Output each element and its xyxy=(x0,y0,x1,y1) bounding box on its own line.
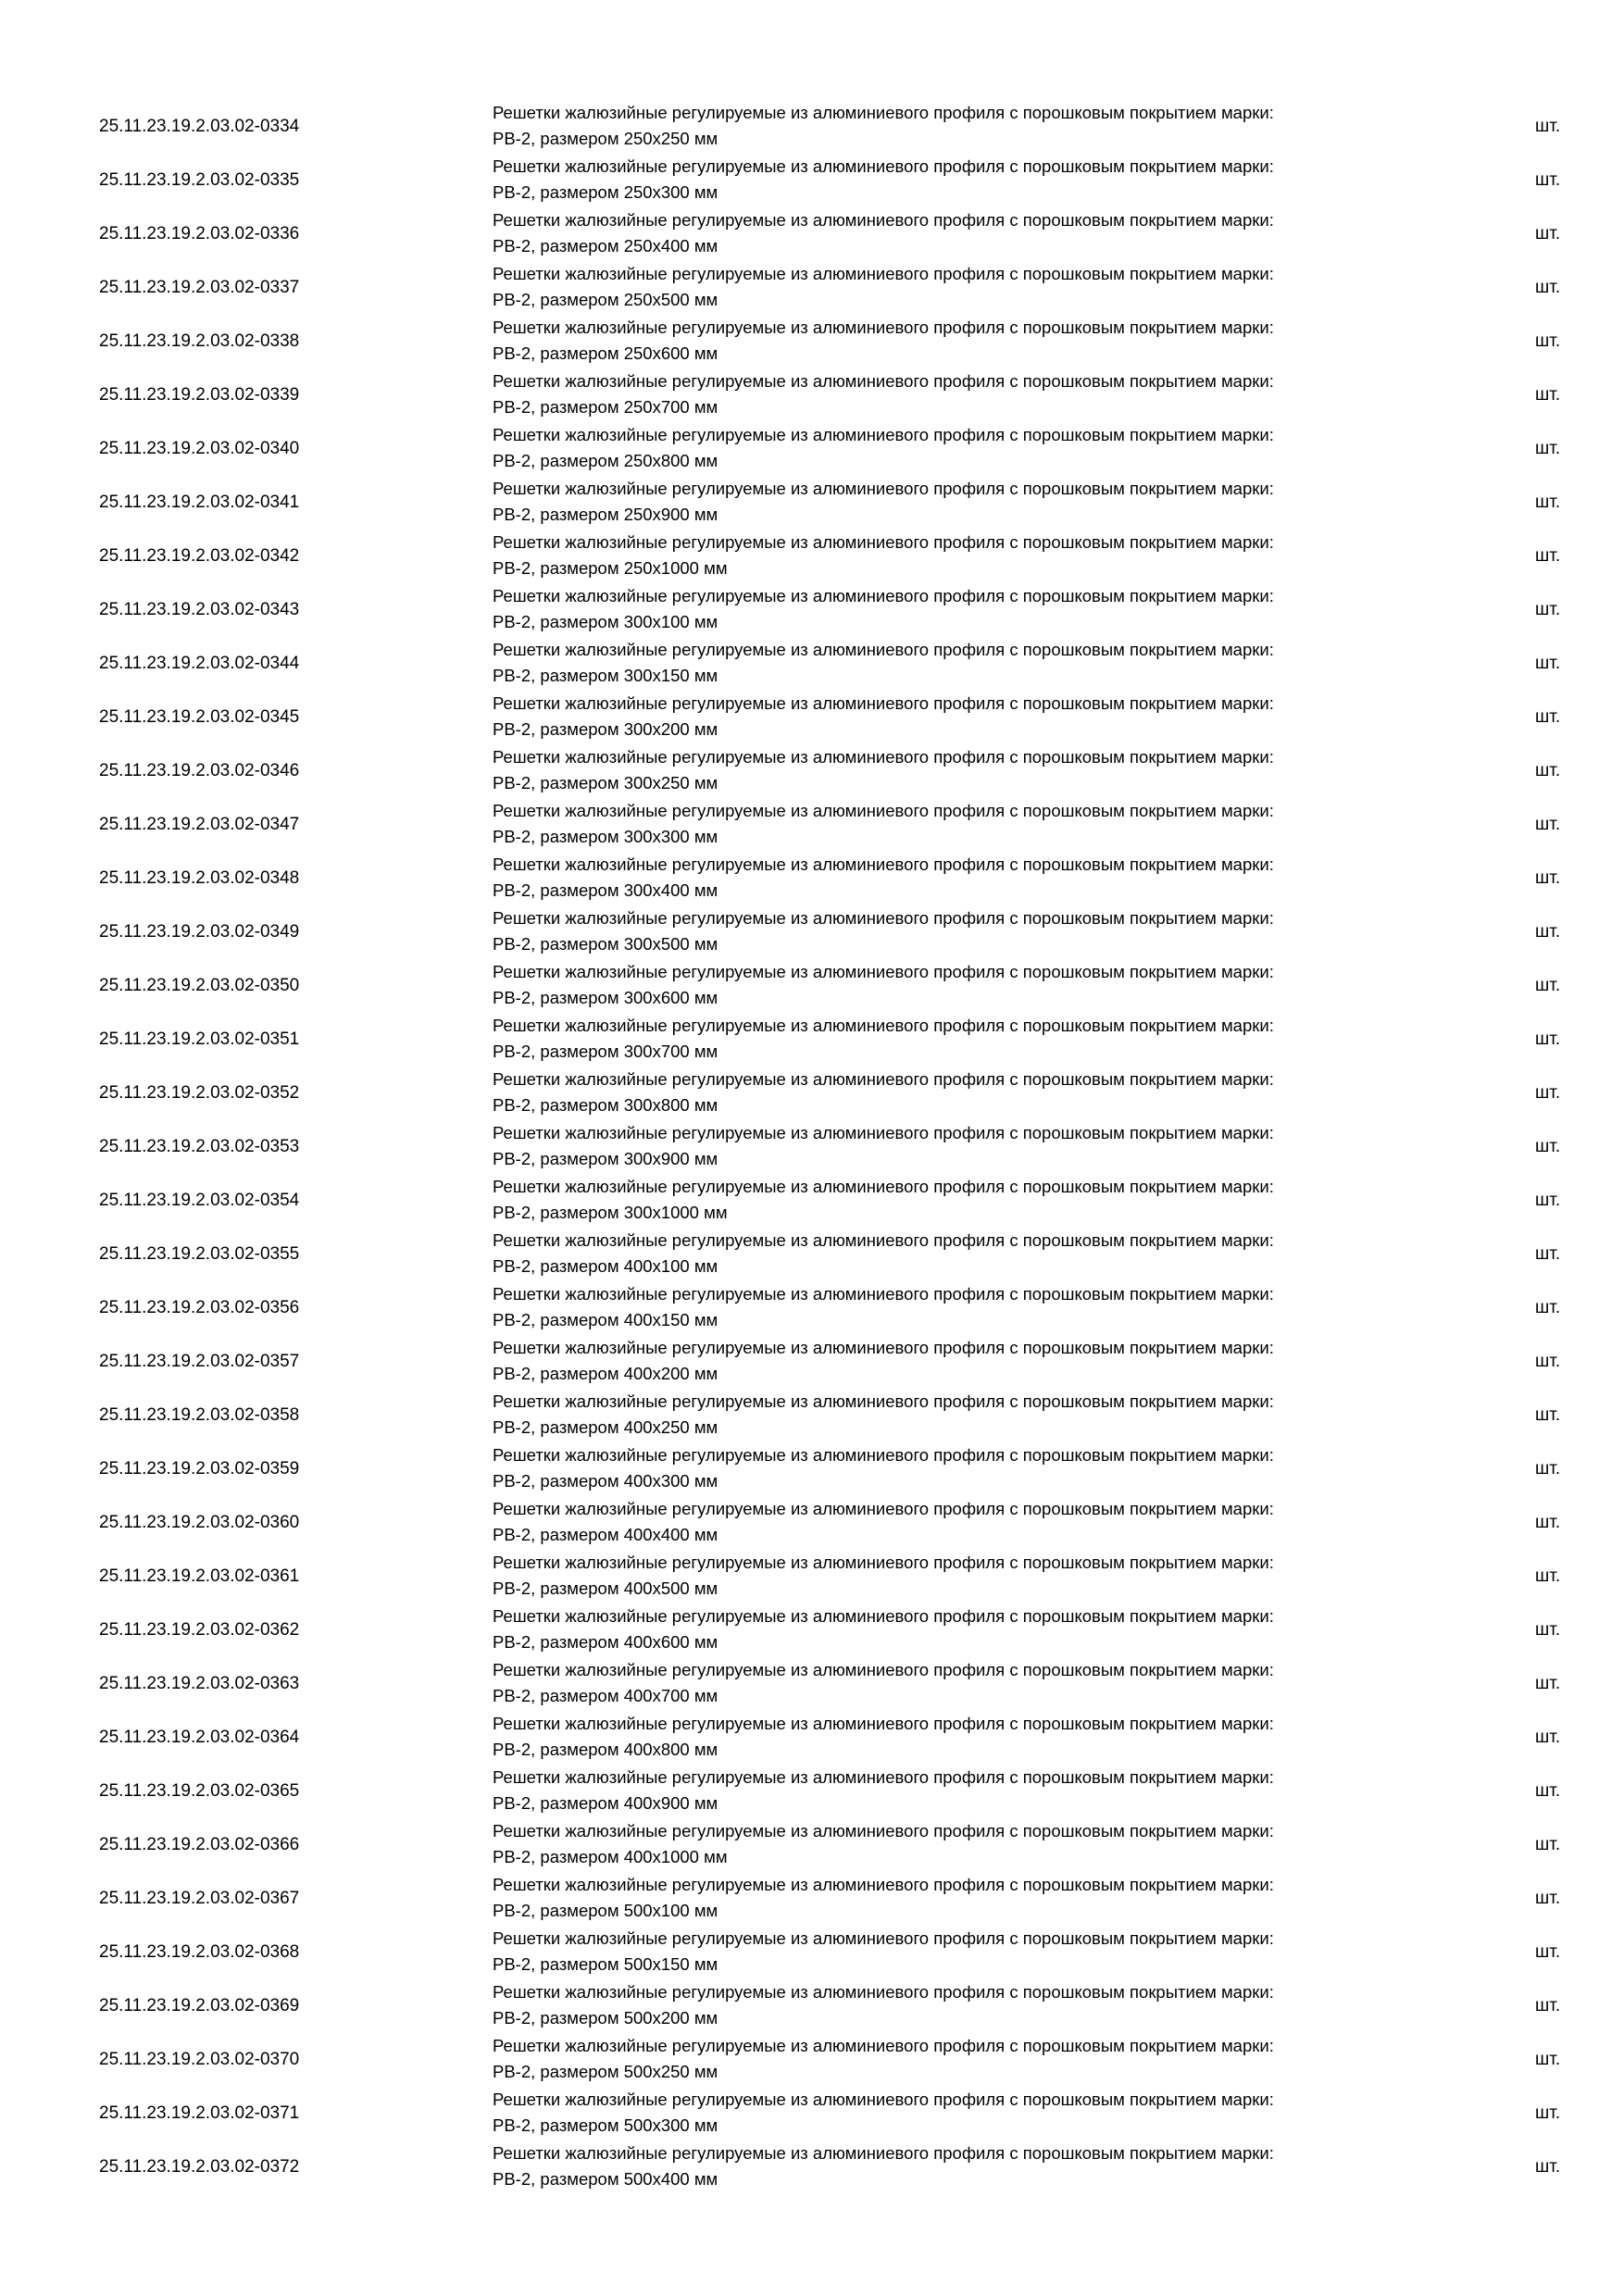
description-line-1: Решетки жалюзийные регулируемые из алюминиевого профиля с порошковым покрытием марки: xyxy=(493,1660,1274,1679)
description-line-2: РВ-2, размером 400х800 мм xyxy=(493,1740,718,1759)
resource-description xyxy=(493,905,1455,959)
description-line-1: Решетки жалюзийные регулируемые из алюминиевого профиля с порошковым покрытием марки: xyxy=(493,532,1274,552)
description-line-1: Решетки жалюзийные регулируемые из алюминиевого профиля с порошковым покрытием марки: xyxy=(493,908,1274,928)
resource-code: 25.11.23.19.2.03.02-0348 xyxy=(99,868,300,888)
description-line-2: РВ-2, размером 500х300 мм xyxy=(493,2115,718,2135)
table-row xyxy=(0,100,1624,154)
unit-of-measure: шт. xyxy=(1535,976,1561,995)
resource-code: 25.11.23.19.2.03.02-0371 xyxy=(99,2103,300,2123)
resource-code: 25.11.23.19.2.03.02-0344 xyxy=(99,654,300,673)
resource-code: 25.11.23.19.2.03.02-0368 xyxy=(99,1942,300,1962)
unit-of-measure: шт. xyxy=(1535,1029,1561,1049)
description-line-1: Решетки жалюзийные регулируемые из алюминиевого профиля с порошковым покрытием марки: xyxy=(493,1391,1274,1411)
unit-of-measure: шт. xyxy=(1535,493,1561,512)
table-row xyxy=(0,905,1624,959)
description-line-1: Решетки жалюзийные регулируемые из алюминиевого профиля с порошковым покрытием марки: xyxy=(493,1982,1274,2002)
unit-of-measure: шт. xyxy=(1535,1459,1561,1479)
table-row xyxy=(0,2140,1624,2194)
resource-description xyxy=(493,368,1455,422)
unit-of-measure: шт. xyxy=(1535,654,1561,673)
resource-code: 25.11.23.19.2.03.02-0358 xyxy=(99,1405,300,1425)
resource-description xyxy=(493,798,1455,852)
description-line-2: РВ-2, размером 300х100 мм xyxy=(493,612,718,631)
unit-of-measure: шт. xyxy=(1535,1674,1561,1693)
table-row xyxy=(0,261,1624,315)
description-line-1: Решетки жалюзийные регулируемые из алюминиевого профиля с порошковым покрытием марки: xyxy=(493,318,1274,337)
description-line-2: РВ-2, размером 300х900 мм xyxy=(493,1149,718,1168)
table-row xyxy=(0,583,1624,637)
table-row xyxy=(0,1389,1624,1442)
table-row xyxy=(0,1335,1624,1389)
resource-description xyxy=(493,315,1455,368)
description-line-1: Решетки жалюзийные регулируемые из алюминиевого профиля с порошковым покрытием марки: xyxy=(493,1553,1274,1572)
description-line-2: РВ-2, размером 250х1000 мм xyxy=(493,558,728,578)
resource-description xyxy=(493,100,1455,154)
description-line-1: Решетки жалюзийные регулируемые из алюминиевого профиля с порошковым покрытием марки: xyxy=(493,962,1274,981)
description-line-1: Решетки жалюзийные регулируемые из алюминиевого профиля с порошковым покрытием марки: xyxy=(493,1767,1274,1787)
description-line-1: Решетки жалюзийные регулируемые из алюминиевого профиля с порошковым покрытием марки: xyxy=(493,747,1274,767)
resource-code: 25.11.23.19.2.03.02-0367 xyxy=(99,1889,300,1908)
description-line-1: Решетки жалюзийные регулируемые из алюминиевого профиля с порошковым покрытием марки: xyxy=(493,586,1274,605)
description-line-1: Решетки жалюзийные регулируемые из алюминиевого профиля с порошковым покрытием марки: xyxy=(493,1338,1274,1357)
description-line-1: Решетки жалюзийные регулируемые из алюминиевого профиля с порошковым покрытием марки: xyxy=(493,693,1274,713)
unit-of-measure: шт. xyxy=(1535,1513,1561,1532)
description-line-1: Решетки жалюзийные регулируемые из алюминиевого профиля с порошковым покрытием марки: xyxy=(493,1123,1274,1142)
unit-of-measure: шт. xyxy=(1535,331,1561,351)
table-row xyxy=(0,1496,1624,1550)
table-row xyxy=(0,315,1624,368)
unit-of-measure: шт. xyxy=(1535,1835,1561,1854)
unit-of-measure: шт. xyxy=(1535,1352,1561,1371)
description-line-2: РВ-2, размером 400х700 мм xyxy=(493,1686,718,1705)
description-line-1: Решетки жалюзийные регулируемые из алюминиевого профиля с порошковым покрытием марки: xyxy=(493,1821,1274,1841)
description-line-2: РВ-2, размером 300х500 мм xyxy=(493,934,718,954)
resource-code: 25.11.23.19.2.03.02-0372 xyxy=(99,2157,300,2177)
resource-description xyxy=(493,1442,1455,1496)
description-line-2: РВ-2, размером 300х200 мм xyxy=(493,719,718,739)
description-line-1: Решетки жалюзийные регулируемые из алюминиевого профиля с порошковым покрытием марки: xyxy=(493,1928,1274,1948)
table-row xyxy=(0,1979,1624,2033)
description-line-2: РВ-2, размером 300х800 мм xyxy=(493,1095,718,1115)
description-line-2: РВ-2, размером 300х300 мм xyxy=(493,827,718,846)
table-row xyxy=(0,1818,1624,1872)
resource-code: 25.11.23.19.2.03.02-0357 xyxy=(99,1352,300,1371)
unit-of-measure: шт. xyxy=(1535,1996,1561,2015)
description-line-2: РВ-2, размером 500х150 мм xyxy=(493,1954,718,1974)
description-line-1: Решетки жалюзийные регулируемые из алюминиевого профиля с порошковым покрытием марки: xyxy=(493,1284,1274,1304)
description-line-2: РВ-2, размером 500х200 мм xyxy=(493,2008,718,2028)
resource-code: 25.11.23.19.2.03.02-0349 xyxy=(99,922,300,942)
table-row xyxy=(0,422,1624,476)
resource-description xyxy=(493,1765,1455,1818)
resource-description xyxy=(493,1389,1455,1442)
description-line-1: Решетки жалюзийные регулируемые из алюминиевого профиля с порошковым покрытием марки: xyxy=(493,855,1274,874)
table-row xyxy=(0,2087,1624,2140)
table-row xyxy=(0,1657,1624,1711)
description-line-1: Решетки жалюзийные регулируемые из алюминиевого профиля с порошковым покрытием марки: xyxy=(493,1445,1274,1465)
description-line-2: РВ-2, размером 400х1000 мм xyxy=(493,1847,728,1866)
resource-description xyxy=(493,2033,1455,2087)
resource-description xyxy=(493,422,1455,476)
table-row xyxy=(0,368,1624,422)
resource-description xyxy=(493,476,1455,530)
table-row xyxy=(0,1228,1624,1281)
resource-code: 25.11.23.19.2.03.02-0363 xyxy=(99,1674,300,1693)
unit-of-measure: шт. xyxy=(1535,117,1561,136)
table-row xyxy=(0,1603,1624,1657)
description-line-1: Решетки жалюзийные регулируемые из алюминиевого профиля с порошковым покрытием марки: xyxy=(493,103,1274,122)
resource-code: 25.11.23.19.2.03.02-0369 xyxy=(99,1996,300,2015)
description-line-1: Решетки жалюзийные регулируемые из алюминиевого профиля с порошковым покрытием марки: xyxy=(493,2036,1274,2055)
resource-description xyxy=(493,691,1455,744)
unit-of-measure: шт. xyxy=(1535,170,1561,190)
resource-description xyxy=(493,1926,1455,1979)
description-line-2: РВ-2, размером 250х500 мм xyxy=(493,290,718,309)
description-line-1: Решетки жалюзийные регулируемые из алюминиевого профиля с порошковым покрытием марки: xyxy=(493,1016,1274,1035)
unit-of-measure: шт. xyxy=(1535,1405,1561,1425)
unit-of-measure: шт. xyxy=(1535,1620,1561,1640)
resource-description xyxy=(493,1711,1455,1765)
table-row xyxy=(0,744,1624,798)
resource-code: 25.11.23.19.2.03.02-0341 xyxy=(99,493,300,512)
resource-description xyxy=(493,261,1455,315)
description-line-2: РВ-2, размером 400х500 мм xyxy=(493,1578,718,1598)
resource-code: 25.11.23.19.2.03.02-0356 xyxy=(99,1298,300,1317)
description-line-2: РВ-2, размером 400х100 мм xyxy=(493,1256,718,1276)
table-row xyxy=(0,530,1624,583)
unit-of-measure: шт. xyxy=(1535,1191,1561,1210)
description-line-1: Решетки жалюзийные регулируемые из алюминиевого профиля с порошковым покрытием марки: xyxy=(493,264,1274,283)
resource-code: 25.11.23.19.2.03.02-0350 xyxy=(99,976,300,995)
unit-of-measure: шт. xyxy=(1535,1298,1561,1317)
table-row xyxy=(0,1926,1624,1979)
resource-description xyxy=(493,2087,1455,2140)
unit-of-measure: шт. xyxy=(1535,224,1561,243)
resource-code: 25.11.23.19.2.03.02-0334 xyxy=(99,117,300,136)
resource-description xyxy=(493,2140,1455,2194)
resource-table xyxy=(0,100,1624,2194)
unit-of-measure: шт. xyxy=(1535,1083,1561,1103)
description-line-1: Решетки жалюзийные регулируемые из алюминиевого профиля с порошковым покрытием марки: xyxy=(493,425,1274,444)
description-line-2: РВ-2, размером 400х150 мм xyxy=(493,1310,718,1329)
table-row xyxy=(0,852,1624,905)
unit-of-measure: шт. xyxy=(1535,546,1561,566)
description-line-2: РВ-2, размером 250х300 мм xyxy=(493,182,718,202)
resource-code: 25.11.23.19.2.03.02-0365 xyxy=(99,1781,300,1801)
description-line-2: РВ-2, размером 300х700 мм xyxy=(493,1042,718,1061)
resource-code: 25.11.23.19.2.03.02-0362 xyxy=(99,1620,300,1640)
unit-of-measure: шт. xyxy=(1535,1566,1561,1586)
description-line-1: Решетки жалюзийные регулируемые из алюминиевого профиля с порошковым покрытием марки: xyxy=(493,640,1274,659)
unit-of-measure: шт. xyxy=(1535,815,1561,834)
description-line-2: РВ-2, размером 400х900 мм xyxy=(493,1793,718,1813)
unit-of-measure: шт. xyxy=(1535,600,1561,619)
resource-description xyxy=(493,1979,1455,2033)
resource-description xyxy=(493,583,1455,637)
unit-of-measure: шт. xyxy=(1535,1781,1561,1801)
description-line-2: РВ-2, размером 400х300 мм xyxy=(493,1471,718,1491)
description-line-2: РВ-2, размером 250х400 мм xyxy=(493,236,718,256)
description-line-2: РВ-2, размером 400х250 мм xyxy=(493,1417,718,1437)
resource-description xyxy=(493,637,1455,691)
description-line-2: РВ-2, размером 300х1000 мм xyxy=(493,1203,728,1222)
description-line-1: Решетки жалюзийные регулируемые из алюминиевого профиля с порошковым покрытием марки: xyxy=(493,801,1274,820)
description-line-1: Решетки жалюзийные регулируемые из алюминиевого профиля с порошковым покрытием марки: xyxy=(493,1230,1274,1250)
description-line-1: Решетки жалюзийные регулируемые из алюминиевого профиля с порошковым покрытием марки: xyxy=(493,1714,1274,1733)
unit-of-measure: шт. xyxy=(1535,868,1561,888)
unit-of-measure: шт. xyxy=(1535,439,1561,458)
description-line-2: РВ-2, размером 400х600 мм xyxy=(493,1632,718,1652)
resource-code: 25.11.23.19.2.03.02-0345 xyxy=(99,707,300,727)
description-line-2: РВ-2, размером 300х400 мм xyxy=(493,880,718,900)
resource-description xyxy=(493,1657,1455,1711)
resource-code: 25.11.23.19.2.03.02-0342 xyxy=(99,546,300,566)
resource-code: 25.11.23.19.2.03.02-0355 xyxy=(99,1244,300,1264)
description-line-2: РВ-2, размером 250х600 мм xyxy=(493,343,718,363)
table-row xyxy=(0,798,1624,852)
table-row xyxy=(0,154,1624,207)
description-line-1: Решетки жалюзийные регулируемые из алюминиевого профиля с порошковым покрытием марки: xyxy=(493,479,1274,498)
resource-description xyxy=(493,959,1455,1013)
table-row xyxy=(0,637,1624,691)
description-line-2: РВ-2, размером 500х100 мм xyxy=(493,1901,718,1920)
description-line-1: Решетки жалюзийные регулируемые из алюминиевого профиля с порошковым покрытием марки: xyxy=(493,1499,1274,1518)
table-row xyxy=(0,1281,1624,1335)
resource-description xyxy=(493,1228,1455,1281)
description-line-2: РВ-2, размером 250х900 мм xyxy=(493,505,718,524)
description-line-2: РВ-2, размером 300х600 мм xyxy=(493,988,718,1007)
unit-of-measure: шт. xyxy=(1535,707,1561,727)
resource-description xyxy=(493,852,1455,905)
description-line-2: РВ-2, размером 400х400 мм xyxy=(493,1525,718,1544)
resource-description xyxy=(493,1013,1455,1067)
unit-of-measure: шт. xyxy=(1535,761,1561,780)
resource-description xyxy=(493,530,1455,583)
resource-description xyxy=(493,154,1455,207)
table-row xyxy=(0,1550,1624,1603)
description-line-2: РВ-2, размером 300х250 мм xyxy=(493,773,718,792)
description-line-2: РВ-2, размером 250х800 мм xyxy=(493,451,718,470)
description-line-1: Решетки жалюзийные регулируемые из алюминиевого профиля с порошковым покрытием марки: xyxy=(493,1606,1274,1626)
unit-of-measure: шт. xyxy=(1535,1889,1561,1908)
description-line-1: Решетки жалюзийные регулируемые из алюминиевого профиля с порошковым покрытием марки: xyxy=(493,1177,1274,1196)
table-row xyxy=(0,2033,1624,2087)
resource-code: 25.11.23.19.2.03.02-0343 xyxy=(99,600,300,619)
resource-description xyxy=(493,1120,1455,1174)
resource-description xyxy=(493,1067,1455,1120)
table-row xyxy=(0,959,1624,1013)
resource-description xyxy=(493,1496,1455,1550)
description-line-2: РВ-2, размером 250х250 мм xyxy=(493,129,718,148)
unit-of-measure: шт. xyxy=(1535,1244,1561,1264)
resource-code: 25.11.23.19.2.03.02-0364 xyxy=(99,1728,300,1747)
unit-of-measure: шт. xyxy=(1535,2103,1561,2123)
resource-code: 25.11.23.19.2.03.02-0370 xyxy=(99,2050,300,2069)
unit-of-measure: шт. xyxy=(1535,2157,1561,2177)
table-row xyxy=(0,1174,1624,1228)
resource-code: 25.11.23.19.2.03.02-0352 xyxy=(99,1083,300,1103)
resource-description xyxy=(493,1335,1455,1389)
description-line-1: Решетки жалюзийные регулируемые из алюминиевого профиля с порошковым покрытием марки: xyxy=(493,371,1274,391)
resource-description xyxy=(493,1174,1455,1228)
resource-code: 25.11.23.19.2.03.02-0366 xyxy=(99,1835,300,1854)
resource-code: 25.11.23.19.2.03.02-0336 xyxy=(99,224,300,243)
resource-description xyxy=(493,1550,1455,1603)
resource-code: 25.11.23.19.2.03.02-0335 xyxy=(99,170,300,190)
description-line-1: Решетки жалюзийные регулируемые из алюминиевого профиля с порошковым покрытием марки: xyxy=(493,2143,1274,2163)
resource-code: 25.11.23.19.2.03.02-0353 xyxy=(99,1137,300,1156)
resource-description xyxy=(493,1603,1455,1657)
description-line-1: Решетки жалюзийные регулируемые из алюминиевого профиля с порошковым покрытием марки: xyxy=(493,2090,1274,2109)
description-line-1: Решетки жалюзийные регулируемые из алюминиевого профиля с порошковым покрытием марки: xyxy=(493,156,1274,176)
description-line-1: Решетки жалюзийные регулируемые из алюминиевого профиля с порошковым покрытием марки: xyxy=(493,1875,1274,1894)
unit-of-measure: шт. xyxy=(1535,1728,1561,1747)
resource-description xyxy=(493,1872,1455,1926)
description-line-2: РВ-2, размером 250х700 мм xyxy=(493,397,718,417)
table-row xyxy=(0,1013,1624,1067)
resource-description xyxy=(493,207,1455,261)
resource-code: 25.11.23.19.2.03.02-0360 xyxy=(99,1513,300,1532)
resource-code: 25.11.23.19.2.03.02-0337 xyxy=(99,278,300,297)
resource-code: 25.11.23.19.2.03.02-0340 xyxy=(99,439,300,458)
resource-code: 25.11.23.19.2.03.02-0354 xyxy=(99,1191,300,1210)
resource-code: 25.11.23.19.2.03.02-0347 xyxy=(99,815,300,834)
description-line-2: РВ-2, размером 400х200 мм xyxy=(493,1364,718,1383)
unit-of-measure: шт. xyxy=(1535,922,1561,942)
table-row xyxy=(0,1765,1624,1818)
table-row xyxy=(0,476,1624,530)
resource-description xyxy=(493,744,1455,798)
resource-code: 25.11.23.19.2.03.02-0351 xyxy=(99,1029,300,1049)
table-row xyxy=(0,691,1624,744)
description-line-1: Решетки жалюзийные регулируемые из алюминиевого профиля с порошковым покрытием марки: xyxy=(493,1069,1274,1089)
resource-code: 25.11.23.19.2.03.02-0361 xyxy=(99,1566,300,1586)
table-row xyxy=(0,1872,1624,1926)
description-line-2: РВ-2, размером 300х150 мм xyxy=(493,666,718,685)
description-line-2: РВ-2, размером 500х400 мм xyxy=(493,2169,718,2189)
table-row xyxy=(0,1067,1624,1120)
table-row xyxy=(0,207,1624,261)
table-row xyxy=(0,1120,1624,1174)
resource-description xyxy=(493,1818,1455,1872)
unit-of-measure: шт. xyxy=(1535,2050,1561,2069)
table-row xyxy=(0,1711,1624,1765)
unit-of-measure: шт. xyxy=(1535,278,1561,297)
resource-code: 25.11.23.19.2.03.02-0359 xyxy=(99,1459,300,1479)
unit-of-measure: шт. xyxy=(1535,385,1561,405)
table-row xyxy=(0,1442,1624,1496)
description-line-1: Решетки жалюзийные регулируемые из алюминиевого профиля с порошковым покрытием марки: xyxy=(493,210,1274,230)
resource-code: 25.11.23.19.2.03.02-0338 xyxy=(99,331,300,351)
unit-of-measure: шт. xyxy=(1535,1137,1561,1156)
resource-description xyxy=(493,1281,1455,1335)
description-line-2: РВ-2, размером 500х250 мм xyxy=(493,2062,718,2081)
resource-code: 25.11.23.19.2.03.02-0346 xyxy=(99,761,300,780)
resource-code: 25.11.23.19.2.03.02-0339 xyxy=(99,385,300,405)
unit-of-measure: шт. xyxy=(1535,1942,1561,1962)
